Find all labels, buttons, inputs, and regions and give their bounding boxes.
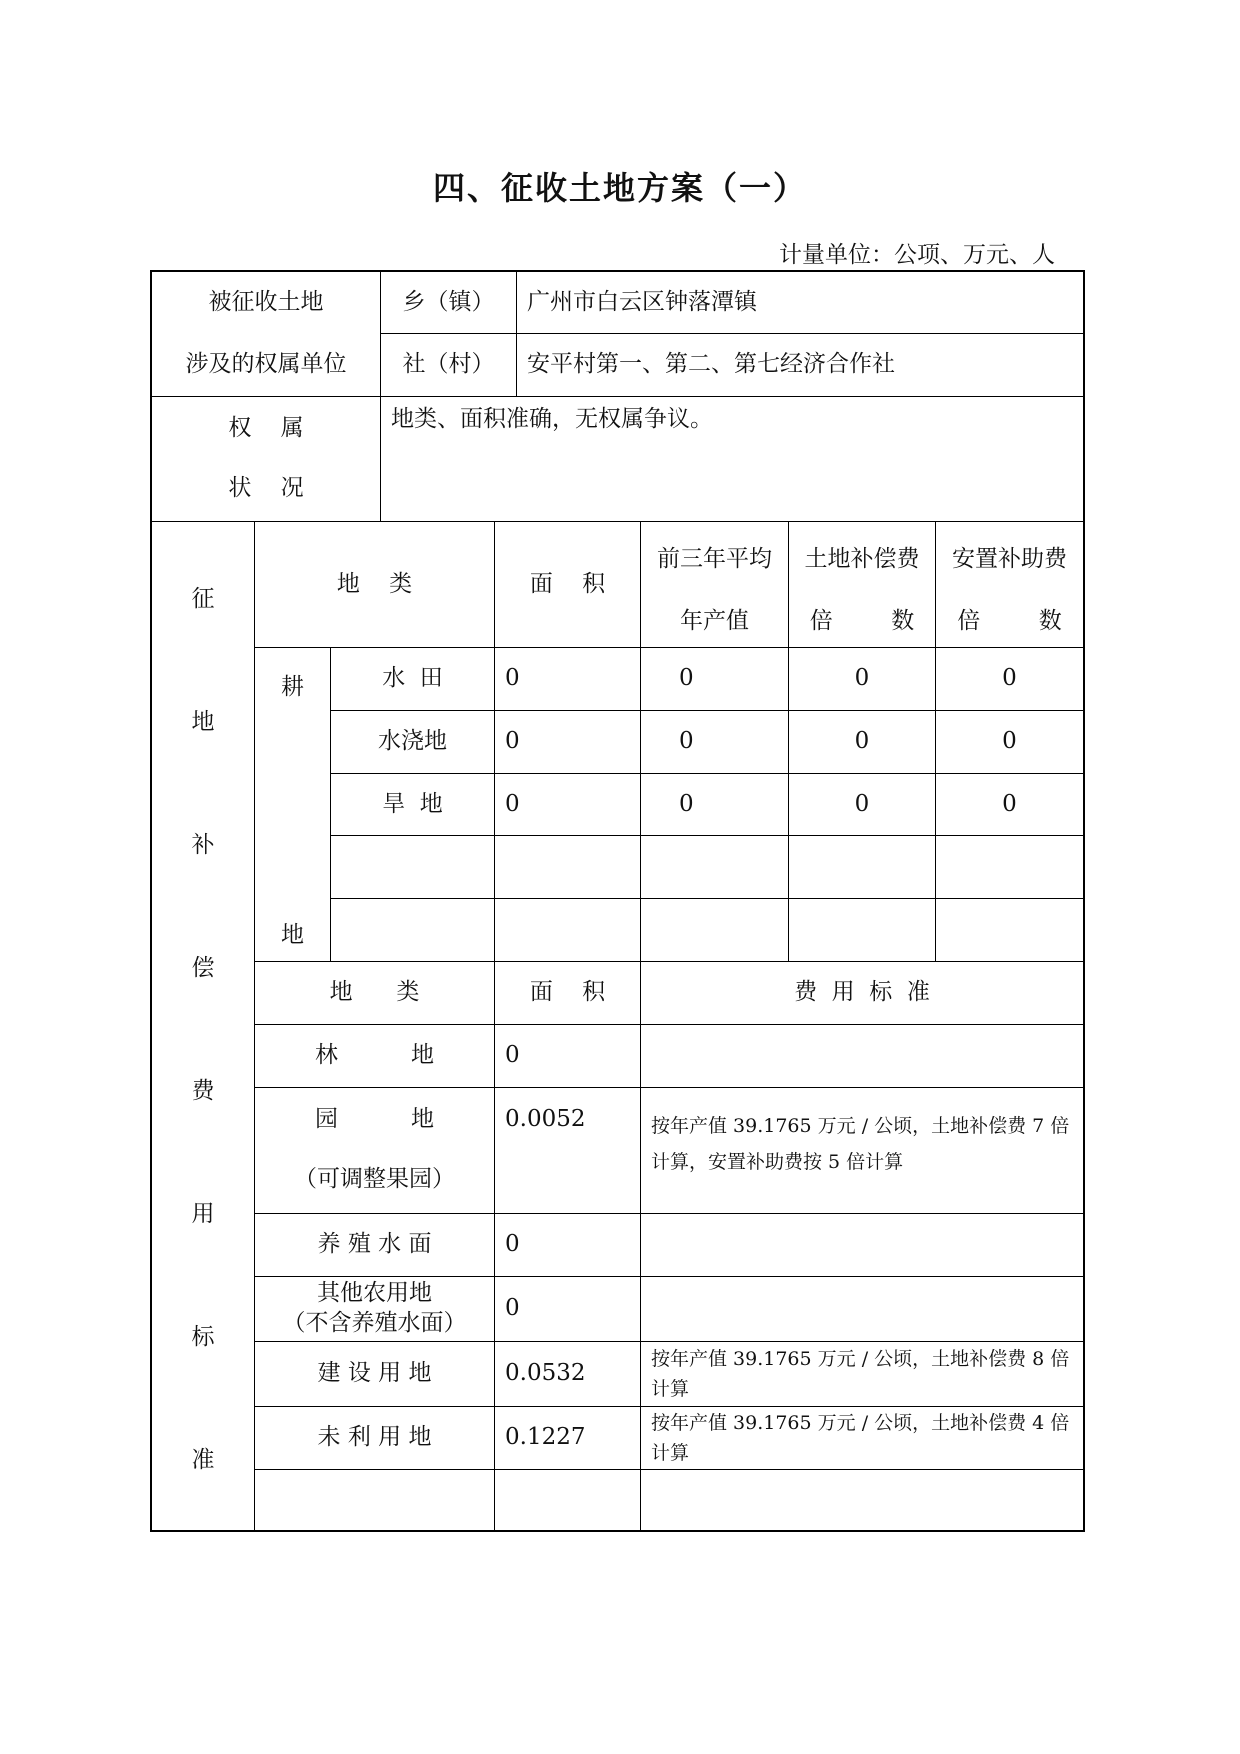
row-avg-output: 0 (679, 790, 694, 817)
row-land-name: 水 田 (382, 665, 443, 692)
header-fee-standard: 费 用 标 准 (794, 979, 930, 1006)
row-avg-output: 0 (679, 728, 694, 755)
row-area: 0 (505, 728, 520, 755)
row-land-comp: 0 (854, 665, 870, 692)
row-area: 0 (505, 1295, 520, 1322)
row-resettle: 0 (1002, 790, 1017, 817)
row-fee-standard (641, 1277, 1083, 1341)
village-value: 安平村第一、第二、第七经济合作社 (527, 351, 895, 378)
header-area: 面 积 (529, 570, 606, 597)
header-avg-output-line2: 年产值 (680, 608, 749, 635)
owner-label-line2: 涉及的权属单位 (185, 351, 347, 378)
header-other-land-type: 地 类 (329, 979, 420, 1006)
row-avg-output: 0 (679, 665, 694, 692)
header-land-comp-line1: 土地补偿费 (804, 546, 920, 573)
row-land-name: 水浇地 (378, 728, 447, 755)
status-label-line1: 权 属 (228, 415, 304, 442)
section-char: 费 (191, 1078, 215, 1105)
row-resettle: 0 (1002, 665, 1017, 692)
row-resettle: 0 (1002, 728, 1017, 755)
row-land-name: 园 地 (314, 1106, 435, 1133)
town-value: 广州市白云区钟落潭镇 (527, 288, 757, 315)
section-char: 准 (191, 1447, 215, 1474)
header-land-comp-line2: 倍 数 (809, 608, 915, 635)
cultivated-group-bottom: 地 (281, 922, 304, 949)
section-char: 偿 (191, 955, 215, 982)
row-area: 0 (505, 1231, 520, 1258)
row-land-comp: 0 (854, 790, 870, 817)
row-fee-standard: 按年产值 39.1765 万元 / 公顷，土地补偿费 8 倍计算 (651, 1347, 1070, 1400)
row-land-name: 未 利 用 地 (317, 1424, 432, 1451)
town-label: 乡（镇） (402, 288, 495, 315)
header-resettle-line1: 安置补助费 (952, 546, 1067, 573)
row-area: 0 (505, 1042, 520, 1069)
section-char: 补 (191, 832, 215, 859)
row-area: 0 (505, 665, 520, 692)
header-other-area: 面 积 (529, 979, 606, 1006)
row-land-name: 建 设 用 地 (317, 1360, 432, 1387)
row-area: 0.1227 (505, 1424, 586, 1451)
owner-label-line1: 被征收土地 (208, 288, 324, 315)
header-avg-output-line1: 前三年平均 (657, 546, 772, 573)
row-land-name: 林 地 (314, 1042, 435, 1069)
row-land-name-sub: （可调整果园） (294, 1166, 455, 1193)
row-land-name: 其他农用地 (317, 1280, 432, 1307)
row-land-name-sub: （不含养殖水面） (282, 1310, 467, 1337)
row-fee-standard: 按年产值 39.1765 万元 / 公顷，土地补偿费 4 倍计算 (651, 1411, 1070, 1464)
page-title: 四、征收土地方案（一） (432, 169, 807, 207)
status-label-line2: 状 况 (228, 475, 304, 502)
section-char: 地 (191, 709, 215, 736)
row-land-name: 旱 地 (382, 790, 443, 817)
village-label: 社（村） (402, 351, 495, 378)
header-land-type: 地 类 (336, 570, 413, 597)
measurement-unit: 计量单位：公项、万元、人 (779, 242, 1055, 268)
row-land-name: 养 殖 水 面 (317, 1231, 432, 1258)
row-area: 0.0052 (505, 1106, 586, 1133)
row-land-comp: 0 (854, 728, 870, 755)
row-fee-standard (641, 1025, 1083, 1087)
row-area: 0.0532 (505, 1360, 586, 1387)
row-area: 0 (505, 790, 520, 817)
row-fee-standard (641, 1214, 1083, 1276)
cultivated-group-top: 耕 (281, 674, 304, 701)
row-fee-standard: 按年产值 39.1765 万元 / 公顷，土地补偿费 7 倍计算，安置补助费按 5 倍计算 (651, 1115, 1070, 1174)
status-value: 地类、面积准确，无权属争议。 (391, 406, 713, 432)
section-char: 征 (191, 586, 215, 613)
section-char: 用 (191, 1201, 215, 1228)
header-resettle-line2: 倍 数 (957, 608, 1062, 635)
section-char: 标 (191, 1324, 215, 1351)
